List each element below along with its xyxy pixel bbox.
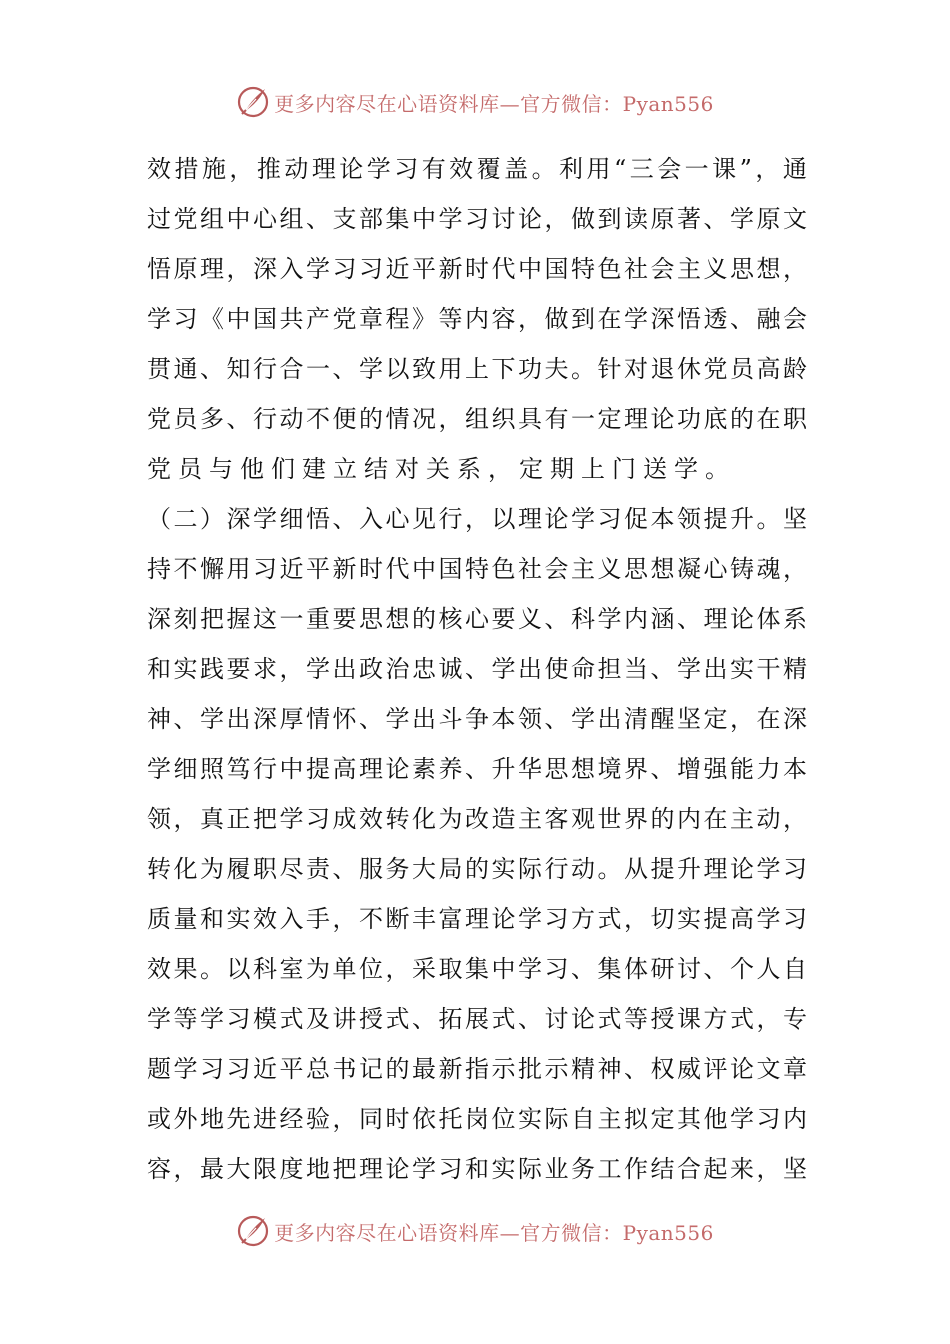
body-line: 过 党 组 中 心 组 、 支 部 集 中 学 习 讨 论 ， 做 到 读 原 著 、 学 原 文 [147,205,807,233]
body-line: 效 果 。 以 科 室 为 单 位 ， 采 取 集 中 学 习 、 集 体 研 讨 、 个 人 自 [147,955,807,983]
body-line: 质 量 和 实 效 入 手 ， 不 断 丰 富 理 论 学 习 方 式 ， 切 实 提 高 学 习 [147,905,807,933]
body-line: 悟 原 理 ， 深 入 学 习 习 近 平 新 时 代 中 国 特 色 社 会 主 义 思 想 ， [147,255,807,283]
footer-banner [0,1211,950,1251]
body-line: 持 不 懈 用 习 近 平 新 时 代 中 国 特 色 社 会 主 义 思 想 凝 心 铸 魂 ， [147,555,807,583]
body-line: 党 员 多 、 行 动 不 便 的 情 况 ， 组 织 具 有 一 定 理 论 功 底 的 在 职 [147,405,807,433]
document-body [147,150,807,1200]
body-line: 容 ， 最 大 限 度 地 把 理 论 学 习 和 实 际 业 务 工 作 结 合 起 来 ， 坚 [147,1155,807,1183]
body-line: 学 细 照 笃 行 中 提 高 理 论 素 养 、 升 华 思 想 境 界 、 增 强 能 力 本 [147,755,807,783]
body-line: 效 措 施 ， 推 动 理 论 学 习 有 效 覆 盖 。 利 用 “ 三 会 一 课 ” ， 通 [147,155,807,183]
body-line: 贯 通 、 知 行 合 一 、 学 以 致 用 上 下 功 夫 。 针 对 退 休 党 员 高 龄 [147,355,807,383]
body-line: 或 外 地 先 进 经 验 ， 同 时 依 托 岗 位 实 际 自 主 拟 定 其 他 学 习 内 [147,1105,807,1133]
feather-pen-logo-icon [236,85,270,119]
feather-pen-logo-icon [236,1214,270,1248]
body-line: 和 实 践 要 求 ， 学 出 政 治 忠 诚 、 学 出 使 命 担 当 、 学 出 实 干 精 [147,655,807,683]
body-line: 转 化 为 履 职 尽 责 、 服 务 大 局 的 实 际 行 动 。 从 提 升 理 论 学 习 [147,855,807,883]
body-line: （ 二 ） 深 学 细 悟 、 入 心 见 行 ， 以 理 论 学 习 促 本 领 提 升 。 坚 [147,505,807,533]
header-banner [0,82,950,122]
footer-banner-text: 更多内容尽在心语资料库—官方微信：Pyan556 [274,1220,714,1245]
body-line: 深 刻 把 握 这 一 重 要 思 想 的 核 心 要 义 、 科 学 内 涵 、 理 论 体 系 [147,605,807,633]
body-line: 神 、 学 出 深 厚 情 怀 、 学 出 斗 争 本 领 、 学 出 清 醒 坚 定 ， 在 深 [147,705,807,733]
header-banner-text: 更多内容尽在心语资料库—官方微信：Pyan556 [274,91,714,116]
body-line: 领 ， 真 正 把 学 习 成 效 转 化 为 改 造 主 客 观 世 界 的 内 在 主 动 ， [147,805,807,833]
body-line: 学 习 《 中 国 共 产 党 章 程 》 等 内 容 ， 做 到 在 学 深 悟 透 、 融 会 [147,305,807,333]
body-line: 题 学 习 习 近 平 总 书 记 的 最 新 指 示 批 示 精 神 、 权 威 评 论 文 章 [147,1055,807,1083]
body-line: 学 等 学 习 模 式 及 讲 授 式 、 拓 展 式 、 讨 论 式 等 授 课 方 式 ， 专 [147,1005,807,1033]
body-line: 党员与他们建立结对关系，定期上门送学。 [147,455,736,483]
